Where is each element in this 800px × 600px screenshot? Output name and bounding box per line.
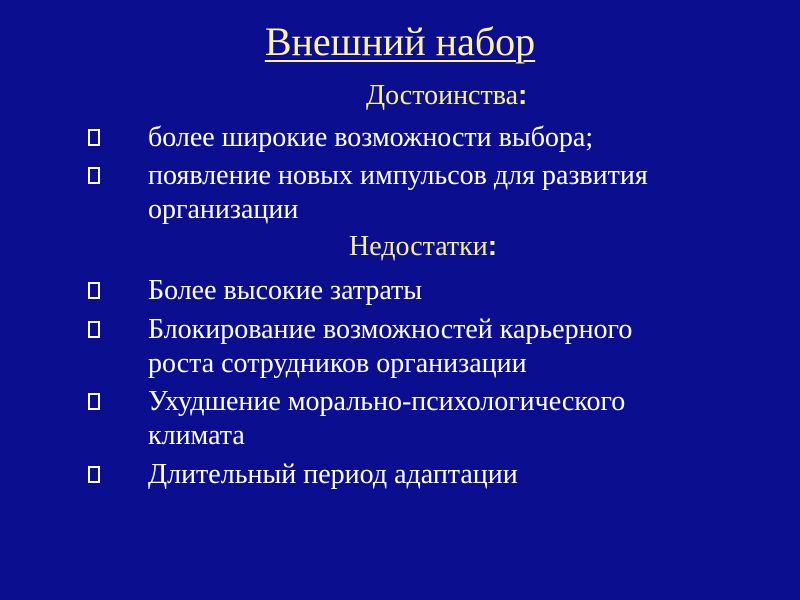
list-item bbox=[118, 159, 778, 227]
list-item-text: Блокирование возможностей карьерного bbox=[148, 314, 633, 345]
square-bullet-icon bbox=[88, 393, 100, 410]
square-bullet-icon bbox=[88, 167, 100, 184]
square-bullet-icon bbox=[88, 466, 100, 483]
list-item bbox=[118, 458, 778, 492]
list-item bbox=[118, 274, 778, 308]
list-item bbox=[118, 121, 778, 155]
list-item-text: Ухудшение морально-психологического bbox=[148, 386, 626, 417]
square-bullet-icon bbox=[88, 282, 100, 299]
square-bullet-icon bbox=[88, 129, 100, 146]
pros-heading-colon: : bbox=[518, 79, 528, 110]
list-item-text: Длительный период адаптации bbox=[148, 459, 518, 490]
cons-heading bbox=[349, 229, 497, 264]
list-item-text: появление новых импульсов для развития bbox=[148, 160, 648, 191]
pros-heading-text: Достоинства bbox=[366, 80, 519, 111]
list-item-text-continued: организации bbox=[148, 194, 299, 225]
list-item bbox=[118, 313, 778, 381]
cons-heading-colon: : bbox=[487, 230, 498, 261]
list-item-text-continued: климата bbox=[148, 420, 245, 451]
cons-heading-text: Недостатки bbox=[349, 231, 488, 262]
slide-title: Внешний набор bbox=[264, 19, 536, 64]
list-item-text-continued: роста сотрудников организации bbox=[148, 348, 527, 379]
list-item bbox=[118, 385, 778, 453]
square-bullet-icon bbox=[88, 321, 100, 338]
list-item-text: Более высокие затраты bbox=[148, 275, 423, 306]
list-item-text: более широкие возможности выбора; bbox=[148, 122, 594, 153]
pros-heading bbox=[366, 78, 527, 113]
